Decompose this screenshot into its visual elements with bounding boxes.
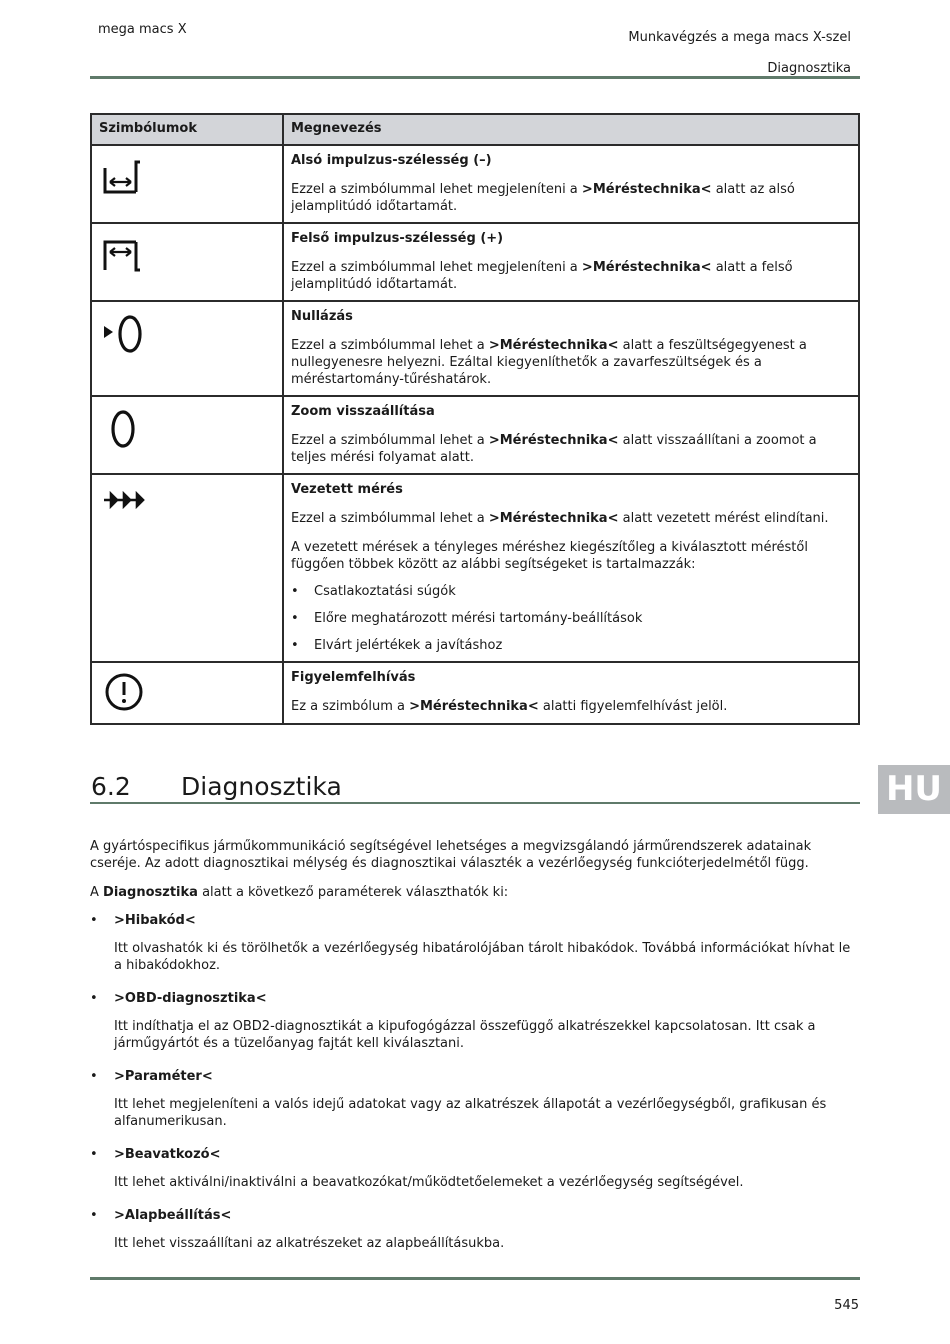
list-item xyxy=(90,991,860,1052)
section-rule xyxy=(90,802,860,804)
symbol-cell xyxy=(91,301,283,396)
row-title: Felső impulzus-szélesség (+) xyxy=(291,231,504,246)
symbol-cell xyxy=(91,474,283,662)
symbol-cell xyxy=(91,145,283,223)
list-item-title: • >Hibakód< xyxy=(90,913,860,928)
lower-pulse-width-icon xyxy=(102,156,282,200)
page-number: 545 xyxy=(834,1298,859,1313)
header-section-title: Diagnosztika xyxy=(767,61,851,76)
section-title: Diagnosztika xyxy=(181,772,342,801)
symbols-table xyxy=(90,113,860,725)
header-rule xyxy=(90,76,860,79)
list-item-description: Itt lehet megjeleníteni a valós idejű adatokat vagy az alkatrészek állapotát a vezérlőegységből, grafikusan és alfanumerikusan. xyxy=(114,1097,827,1129)
zeroing-icon xyxy=(102,312,282,358)
zoom-reset-icon xyxy=(102,407,282,453)
guided-measurement-icon xyxy=(102,485,282,515)
warning-icon xyxy=(102,671,282,715)
language-tab: HU xyxy=(878,765,950,814)
list-item xyxy=(90,1069,860,1130)
header-chapter-title: Munkavégzés a mega macs X-szel xyxy=(628,30,851,45)
row-title: Figyelemfelhívás xyxy=(291,670,416,685)
row-description: Ezzel a szimbólummal lehet a >Méréstechnika< alatt vezetett mérést elindítani. xyxy=(291,511,829,526)
description-cell xyxy=(283,223,859,301)
table-row xyxy=(91,145,859,223)
section-lead: A Diagnosztika alatt a következő paraméterek választhatók ki: xyxy=(90,885,509,900)
row-description: Ezzel a szimbólummal lehet megjeleníteni a >Méréstechnika< alatt a felső jelamplitúdó időtartamát. xyxy=(291,260,793,292)
header-product-name: mega macs X xyxy=(98,22,187,37)
list-item xyxy=(90,1208,860,1252)
header-chapter xyxy=(628,22,851,84)
row-title: Alsó impulzus-szélesség (–) xyxy=(291,153,492,168)
table-row xyxy=(91,396,859,474)
symbol-cell xyxy=(91,396,283,474)
list-item-description: Itt olvashatók ki és törölhetők a vezérlőegység hibatárolójában tárolt hibakódok. Továbbá információkat hívhat le a hibakódokhoz. xyxy=(114,941,851,973)
list-item-description: Itt lehet aktiválni/inaktiválni a beavatkozókat/működtetőelemeket a vezérlőegység segítségével. xyxy=(114,1175,744,1190)
section-intro: A gyártóspecifikus járműkommunikáció segítségével lehetséges a megvizsgálandó járműrendszerek adatainak cseréje. Az adott diagnosztikai mélység és diagnosztikai választék a vezérlőegység funkcióterjedelmétől függ. xyxy=(90,839,812,871)
description-cell xyxy=(283,145,859,223)
list-item-title: • >Beavatkozó< xyxy=(90,1147,860,1162)
row-description: Ezzel a szimbólummal lehet a >Méréstechnika< alatt a feszültségegyenest a nullegyenesre helyezni. Ezáltal kiegyenlíthetők a zavarfeszültségek és a méréstartomány-tűréshatárok. xyxy=(291,338,807,387)
table-row xyxy=(91,474,859,662)
list-item-title: • >Paraméter< xyxy=(90,1069,860,1084)
table-header-row xyxy=(91,114,859,145)
row-title: Zoom visszaállítása xyxy=(291,404,435,419)
row-description: Ez a szimbólum a >Méréstechnika< alatti figyelemfelhívást jelöl. xyxy=(291,699,728,714)
column-header-name: Megnevezés xyxy=(283,114,859,145)
row-title: Vezetett mérés xyxy=(291,482,403,497)
description-cell xyxy=(283,474,859,662)
list-item xyxy=(90,913,860,974)
section-number: 6.2 xyxy=(91,772,131,801)
list-item: • Előre meghatározott mérési tartomány-beállítások xyxy=(291,610,851,627)
symbol-cell xyxy=(91,662,283,724)
list-item-title: • >Alapbeállítás< xyxy=(90,1208,860,1223)
list-item-title: • >OBD-diagnosztika< xyxy=(90,991,860,1006)
row-description-extra: A vezetett mérések a tényleges méréshez kiegészítőleg a kiválasztott méréstől függően többek között az alábbi segítségeket is tartalmazzák: xyxy=(291,540,808,572)
description-cell xyxy=(283,396,859,474)
symbol-cell xyxy=(91,223,283,301)
row-title: Nullázás xyxy=(291,309,353,324)
help-list xyxy=(291,583,851,654)
table-row xyxy=(91,662,859,724)
upper-pulse-width-icon xyxy=(102,234,282,278)
table-row xyxy=(91,223,859,301)
description-cell xyxy=(283,301,859,396)
row-description: Ezzel a szimbólummal lehet a >Méréstechnika< alatt visszaállítani a zoomot a teljes mérési folyamat alatt. xyxy=(291,433,817,465)
list-item: • Csatlakoztatási súgók xyxy=(291,583,851,600)
row-description: Ezzel a szimbólummal lehet megjeleníteni a >Méréstechnika< alatt az alsó jelamplitúdó időtartamát. xyxy=(291,182,795,214)
list-item xyxy=(90,1147,860,1191)
list-item-description: Itt indíthatja el az OBD2-diagnosztikát a kipufogógázzal összefüggő alkatrészekkel kapcsolatosan. Itt csak a járműgyártót és a tüzelőanyag fajtát kell kiválasztani. xyxy=(114,1019,816,1051)
list-item: • Elvárt jelértékek a javításhoz xyxy=(291,637,851,654)
table-row xyxy=(91,301,859,396)
column-header-symbols: Szimbólumok xyxy=(91,114,283,145)
list-item-description: Itt lehet visszaállítani az alkatrészeket az alapbeállításukba. xyxy=(114,1236,505,1251)
description-cell xyxy=(283,662,859,724)
footer-rule xyxy=(90,1277,860,1280)
